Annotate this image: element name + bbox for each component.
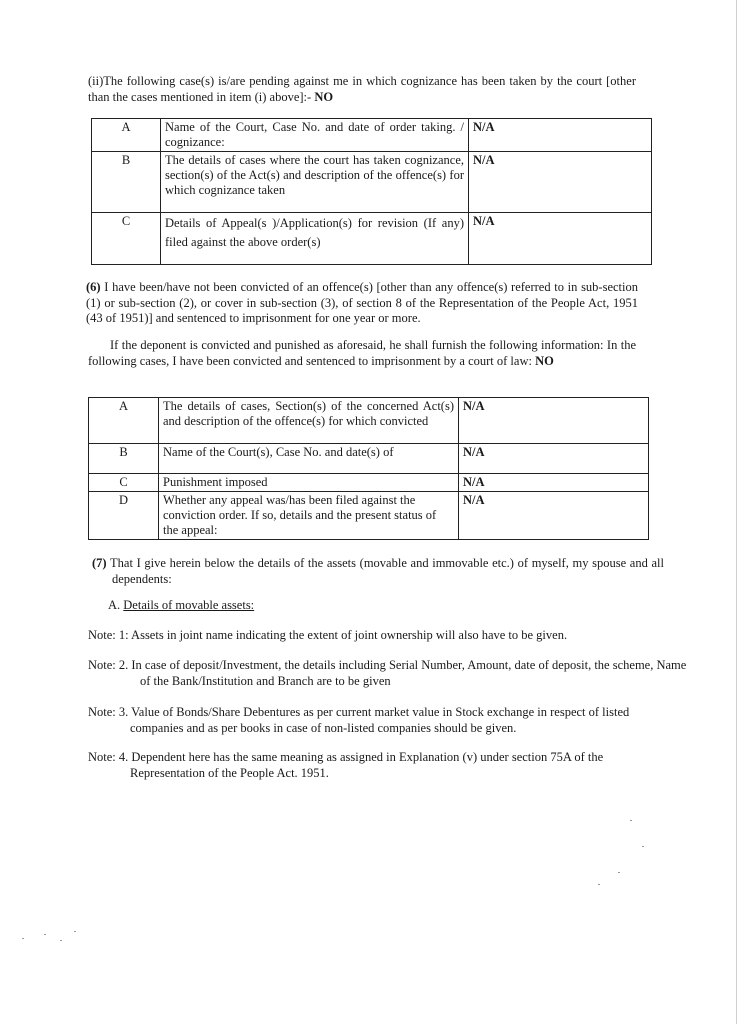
note-3: Note: 3. Value of Bonds/Share Debentures as per current market value in Stock exchange in respect of listed companies and as per books in case of non-listed companies should be given. (88, 705, 630, 735)
row-answer: N/A (469, 119, 652, 152)
row-label: A (89, 398, 159, 444)
table-row (89, 398, 649, 444)
row-label: B (89, 444, 159, 474)
section-6-number: (6) (86, 280, 101, 294)
note-4: Note: 4. Dependent here has the same meaning as assigned in Explanation (v) under section 75A of the Representation of the People Act. 1951. (88, 750, 604, 780)
row-description: The details of cases, Section(s) of the concerned Act(s) and description of the offence(s) for which convicted (159, 398, 459, 444)
row-label: C (92, 213, 161, 265)
row-answer: N/A (459, 444, 649, 474)
row-description: The details of cases where the court has taken cognizance, section(s) of the Act(s) and description of the offence(s) for which cognizance taken (161, 152, 469, 213)
movable-heading-prefix: A. (108, 598, 121, 612)
table-row (92, 152, 652, 213)
row-answer: N/A (469, 213, 652, 265)
section-6-answer: NO (535, 353, 554, 368)
scan-edge-line (736, 0, 737, 1024)
section-ii-answer: NO (314, 89, 334, 104)
row-answer: N/A (459, 492, 649, 540)
section-ii-text: (ii)The following case(s) is/are pending against me in which cognizance has been taken by the court [other than the cases mentioned in item (i) above]:- (88, 74, 636, 104)
movable-assets-heading (108, 598, 254, 614)
section-6-followup (88, 338, 636, 369)
table-row (89, 444, 649, 474)
section-ii-paragraph (88, 74, 636, 105)
row-label: B (92, 152, 161, 213)
section-6-paragraph (86, 280, 638, 327)
section-7-number: (7) (92, 556, 107, 570)
row-description: Punishment imposed (159, 474, 459, 492)
row-label: C (89, 474, 159, 492)
table-row (92, 119, 652, 152)
section-6-followup-text: If the deponent is convicted and punished as aforesaid, he shall furnish the following information: In the following cases, I have been convicted and sentenced to imprisonment by a court of law: (88, 338, 636, 368)
convictions-table (88, 397, 649, 540)
row-description: Whether any appeal was/has been filed against the conviction order. If so, details and the present status of the appeal: (159, 492, 459, 540)
pending-cases-table (91, 118, 652, 265)
table-row (92, 213, 652, 265)
row-label: A (92, 119, 161, 152)
table-row (89, 492, 649, 540)
row-answer: N/A (459, 474, 649, 492)
row-description: Name of the Court, Case No. and date of order taking. / cognizance: (161, 119, 469, 152)
row-description: Details of Appeal(s )/Application(s) for revision (If any) filed against the above order(s) (161, 213, 469, 265)
note-1: Note: 1: Assets in joint name indicating the extent of joint ownership will also have to be given. (88, 628, 568, 642)
row-answer: N/A (459, 398, 649, 444)
row-description: Name of the Court(s), Case No. and date(s) of (159, 444, 459, 474)
movable-heading-title: Details of movable assets: (123, 598, 255, 612)
table-row (89, 474, 649, 492)
row-label: D (89, 492, 159, 540)
row-answer: N/A (469, 152, 652, 213)
section-7-text: That I give herein below the details of the assets (movable and immovable etc.) of myself, my spouse and all dependents: (110, 556, 664, 586)
note-2: Note: 2. In case of deposit/Investment, the details including Serial Number, Amount, date of deposit, the scheme, Name of the Bank/Institution and Branch are to be given (88, 658, 687, 688)
section-6-text: I have been/have not been convicted of an offence(s) [other than any offence(s) referred to in sub-section (1) or sub-section (2), or cover in sub-section (3), of section 8 of the Representation of the People Act, 1951 (43 of 1951)] and sentenced to imprisonment for one year or more. (86, 280, 638, 326)
section-7-paragraph (92, 556, 664, 587)
